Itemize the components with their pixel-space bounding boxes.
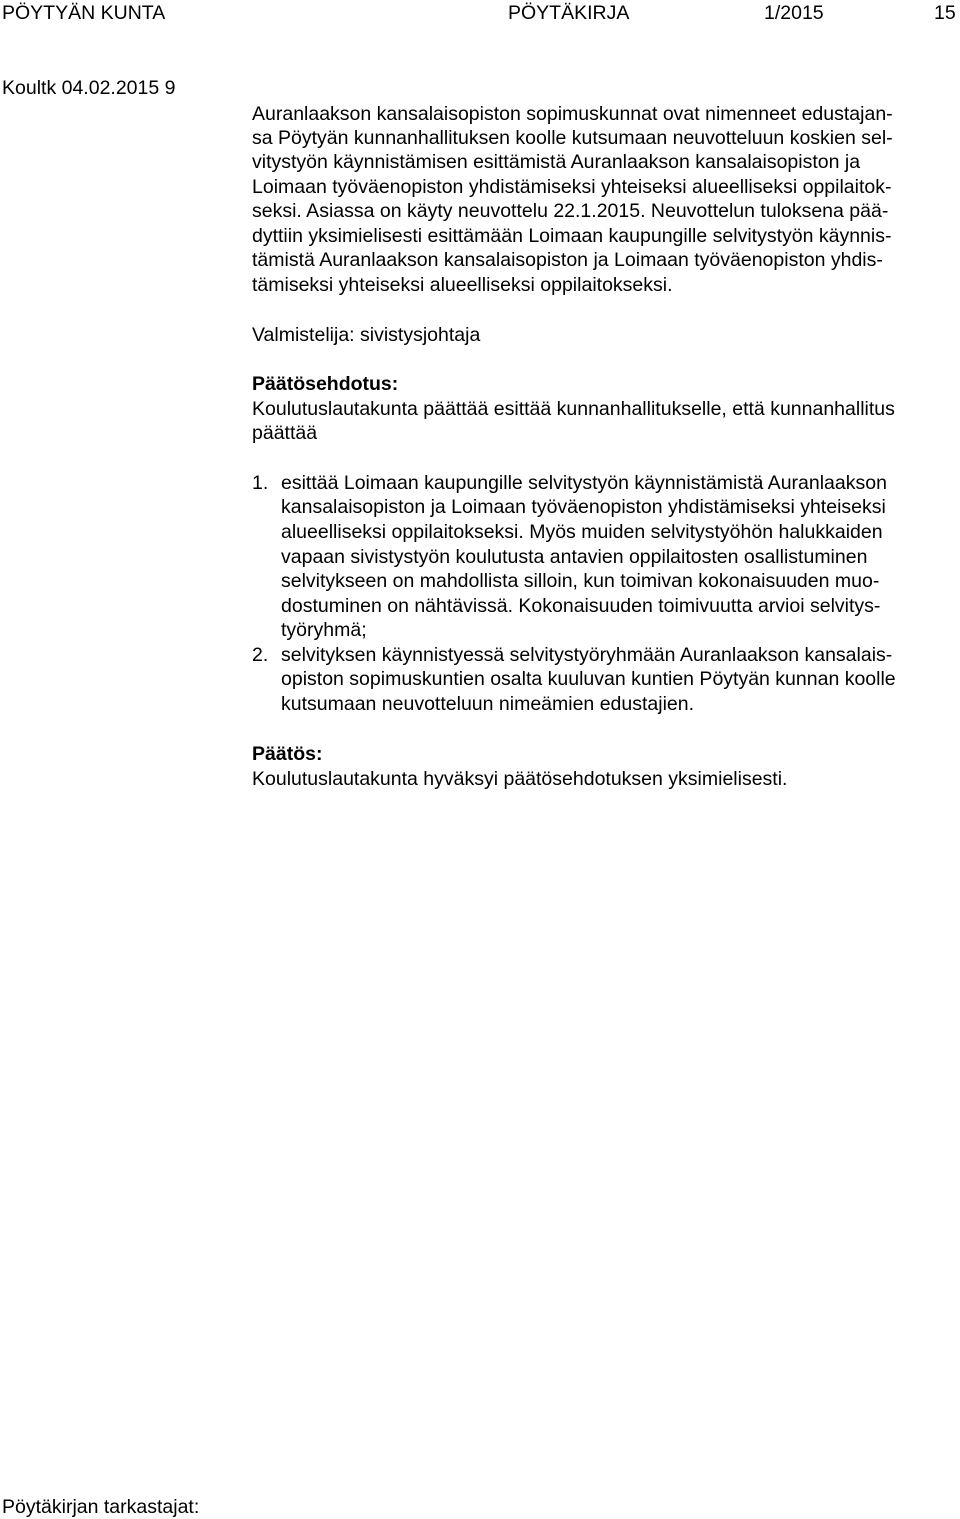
decision-text: Koulutuslautakunta hyväksyi päätösehdotuksen yksimielisesti. <box>252 768 788 790</box>
paragraph-line: dyttiin yksimielisesti esittämään Loimaan kaupungille selvitystyön käynnis- <box>252 225 892 247</box>
list-item-line: selvitykseen on mahdollista silloin, kun toimivan kokonaisuuden muo- <box>281 570 880 592</box>
header-doc-type: PÖYTÄKIRJA <box>508 2 630 24</box>
list-item-number: 2. <box>252 644 269 666</box>
footer-reviewers: Pöytäkirjan tarkastajat: <box>2 1496 200 1518</box>
header-page-number: 15 <box>934 2 956 24</box>
decision-heading: Päätös: <box>252 743 323 765</box>
paragraph-line: tämistä Auranlaakson kansalaisopiston ja Loimaan työväenopiston yhdis- <box>252 249 883 271</box>
list-item-line: alueelliseksi oppilaitokseksi. Myös muiden selvitystyöhön halukkaiden <box>281 521 883 543</box>
paragraph-line: seksi. Asiassa on käyty neuvottelu 22.1.2015. Neuvottelun tuloksena pää- <box>252 200 889 222</box>
paragraph-line: vitystyön käynnistämisen esittämistä Auranlaakson kansalaisopiston ja <box>252 151 861 173</box>
section-reference: Koultk 04.02.2015 9 <box>2 77 176 99</box>
list-item-line: opiston sopimuskuntien osalta kuuluvan kuntien Pöytyän kunnan koolle <box>281 668 896 690</box>
list-item-line: esittää Loimaan kaupungille selvitystyön käynnistämistä Auranlaakson <box>281 472 887 494</box>
header-doc-number: 1/2015 <box>764 2 824 24</box>
paragraph-line: tämiseksi yhteiseksi alueelliseksi oppilaitokseksi. <box>252 274 673 296</box>
list-item-line: työryhmä; <box>281 619 367 641</box>
preparer-line: Valmistelija: sivistysjohtaja <box>252 324 481 346</box>
list-item-line: selvityksen käynnistyessä selvitystyöryhmään Auranlaakson kansalais- <box>281 644 893 666</box>
paragraph-line: Loimaan työväenopiston yhdistämiseksi yhteiseksi alueelliseksi oppilaitok- <box>252 176 892 198</box>
paragraph-line: Auranlaakson kansalaisopiston sopimuskunnat ovat nimenneet edustajan- <box>252 103 893 125</box>
header-municipality: PÖYTYÄN KUNTA <box>2 2 166 24</box>
list-item-line: kutsumaan neuvotteluun nimeämien edustajien. <box>281 693 695 715</box>
proposal-heading: Päätösehdotus: <box>252 373 399 395</box>
list-item-number: 1. <box>252 472 269 494</box>
list-item-line: kansalaisopiston ja Loimaan työväenopiston yhdistämiseksi yhteiseksi <box>281 496 886 518</box>
proposal-line: päättää <box>252 422 318 444</box>
list-item-line: vapaan sivistystyön koulutusta antavien oppilaitosten osallistuminen <box>281 546 868 568</box>
paragraph-line: sa Pöytyän kunnanhallituksen koolle kutsumaan neuvotteluun koskien sel- <box>252 127 893 149</box>
proposal-line: Koulutuslautakunta päättää esittää kunnanhallitukselle, että kunnanhallitus <box>252 398 895 420</box>
list-item-line: dostuminen on nähtävissä. Kokonaisuuden toimivuutta arvioi selvitys- <box>281 595 881 617</box>
